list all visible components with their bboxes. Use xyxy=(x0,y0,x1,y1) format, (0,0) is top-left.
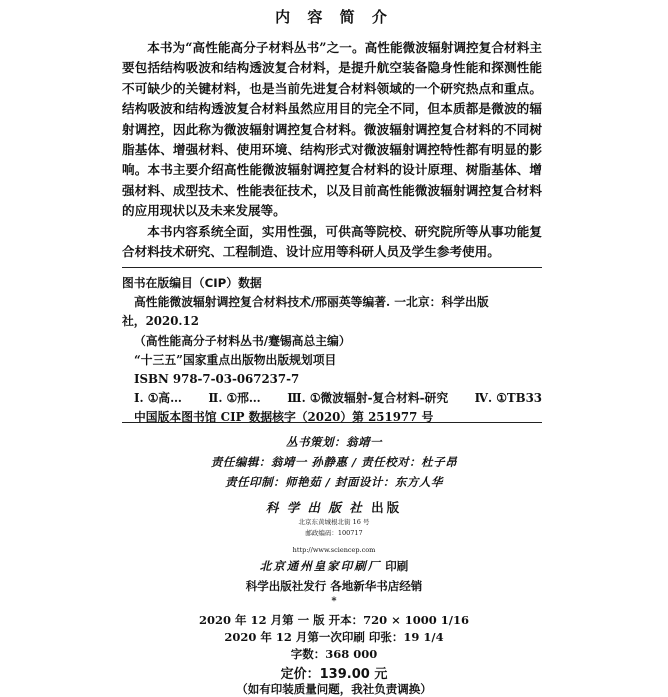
publisher-address: 北京东黄城根北街 16 号 xyxy=(298,518,370,526)
top-divider xyxy=(122,267,542,268)
cip-entry-line-2: 社，2020.12 xyxy=(122,314,199,329)
separator-star: * xyxy=(331,596,337,607)
printing-info: 2020 年 12 月第一次印刷 印张：19 1/4 xyxy=(224,630,444,644)
cip-project: “十三五”国家重点出版物出版规划项目 xyxy=(134,352,337,367)
edition-info: 2020 年 12 月第 一 版 开本：720 × 1000 1/16 xyxy=(199,613,469,627)
print-and-cover-credits: 责任印制：师艳茹 / 封面设计：东方人华 xyxy=(225,475,443,489)
cip-classification xyxy=(122,389,542,408)
cip-class-4: Ⅳ. ①TB33 xyxy=(474,391,542,406)
printer-seal: 北京通州皇家印刷厂 xyxy=(259,559,382,573)
bottom-divider xyxy=(122,422,542,423)
word-count: 字数：368 000 xyxy=(290,647,378,661)
printer-line xyxy=(0,558,668,574)
cip-class-3: Ⅲ. ①微波辐射-复合材料-研究 xyxy=(287,391,449,406)
publisher-website: http://www.sciencep.com xyxy=(292,546,376,554)
cip-heading: 图书在版编目（CIP）数据 xyxy=(122,276,262,290)
responsible-editors: 责任编辑：翁靖一 孙静惠 / 责任校对：杜子昂 xyxy=(210,455,458,469)
cip-series: （高性能高分子材料丛书/蹇锡高总主编） xyxy=(134,333,351,348)
cip-entry-line-1: 高性能微波辐射调控复合材料技术/邢丽英等编著. 一北京：科学出版 xyxy=(134,295,489,310)
cip-block xyxy=(122,274,542,428)
page-title: 内 容 简 介 xyxy=(275,8,393,26)
cip-isbn: ISBN 978-7-03-067237-7 xyxy=(134,372,300,387)
synopsis-paragraph-2: 本书内容系统全面，实用性强，可供高等院校、研究院所等从事功能复合材料技术研究、工程制造、设计应用等科研人员及学生参考使用。 xyxy=(122,223,542,260)
quality-notice: （如有印装质量问题，我社负责调换） xyxy=(236,682,432,696)
publisher-seal: 科 学 出 版 社 xyxy=(265,500,364,515)
series-planner: 丛书策划：翁靖一 xyxy=(286,435,382,449)
cip-number: 中国版本图书馆 CIP 数据核字（2020）第 251977 号 xyxy=(134,410,434,425)
publisher-suffix: 出版 xyxy=(371,500,403,515)
printer-suffix: 印刷 xyxy=(385,559,409,573)
publisher-postcode: 邮政编码：100717 xyxy=(305,529,363,537)
price: 定价：139.00 元 xyxy=(280,667,388,682)
synopsis-paragraph-1: 本书为“高性能高分子材料丛书”之一。高性能微波辐射调控复合材料主要包括结构吸波和结构透波复合材料，是提升航空装备隐身性能和探测性能不可缺少的关键材料，也是当前先进复合材料领域的一个研究热点和重点。结构吸波和结构透波复合材料虽然应用目的完全不同，但本质都是微波的辐射调控，因此称为微波辐射调控复合材料。微波辐射调控复合材料的不同树脂基体、增强材料、使用环境、结构形式对微波辐射调控特性都有明显的影响。本书主要介绍高性能微波辐射调控复合材料的设计原理、树脂基体、增强材料、成型技术、性能表征技术，以及目前高性能微波辐射调控复合材料的应用现状以及未来发展等。 xyxy=(122,40,542,219)
distribution: 科学出版社发行 各地新华书店经销 xyxy=(245,579,423,593)
cip-class-2: Ⅱ. ①邢… xyxy=(208,391,261,406)
cip-class-1: Ⅰ. ①高… xyxy=(134,391,182,406)
synopsis xyxy=(122,38,542,262)
publisher-line xyxy=(0,498,668,516)
